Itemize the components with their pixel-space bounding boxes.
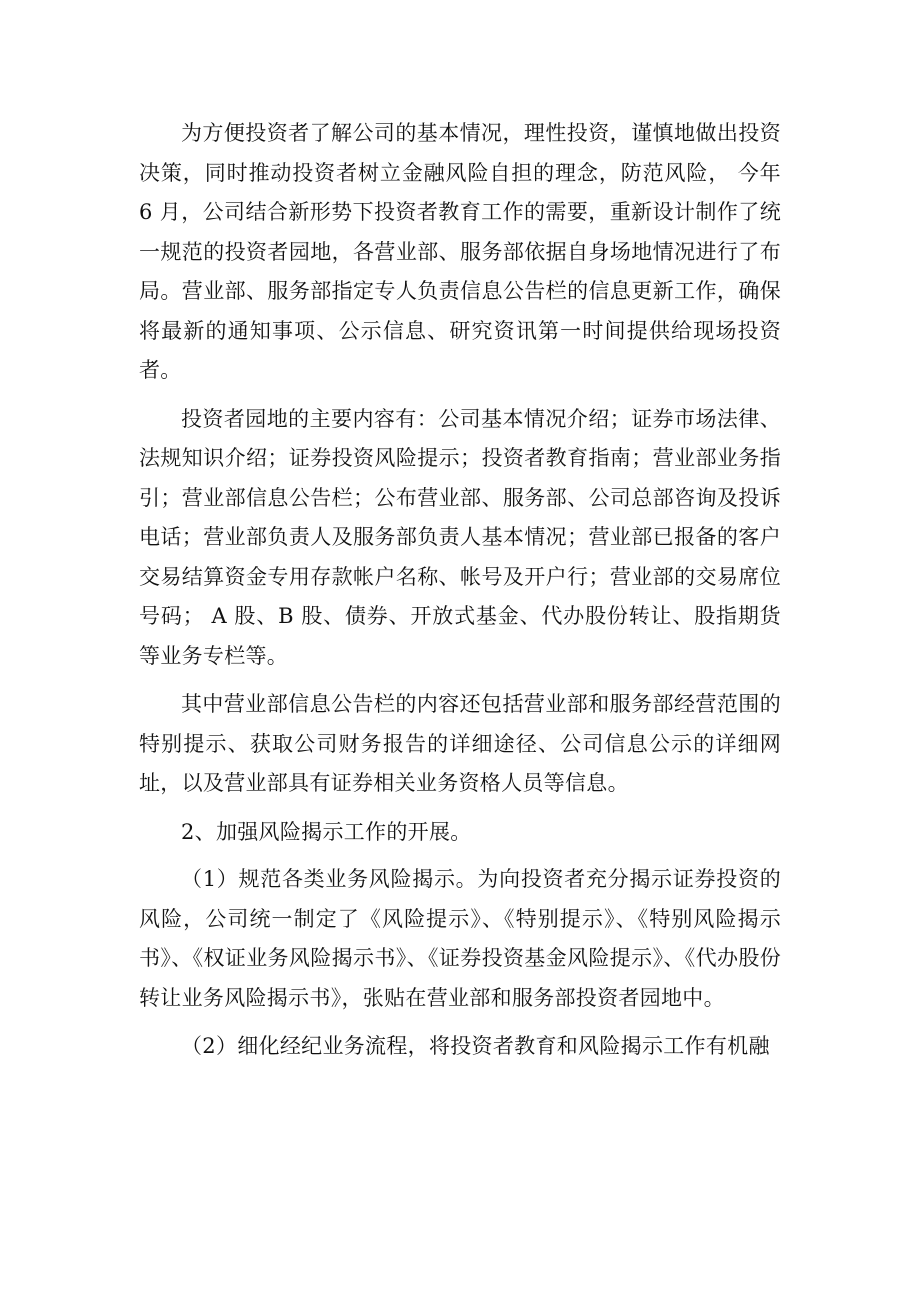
section-heading-risk-disclosure: 2、加强风险揭示工作的开展。 [181,819,472,844]
paragraph-risk-disclosure-standards: （1）规范各类业务风险揭示。为向投资者充分揭示证券投资的风险，公司统一制定了《风险提示》、《特别提示》、《特别风险揭示书》、《权证业务风险揭示书》、《证券投资基金风险提示》、《代办股份转让业务风险揭示书》，张贴在营业部和服务部投资者园地中。 [139,867,781,1010]
document-body [139,114,781,1076]
paragraph-investor-area-contents: 投资者园地的主要内容有：公司基本情况介绍；证券市场法律、法规知识介绍；证券投资风险提示；投资者教育指南；营业部业务指引；营业部信息公告栏；公布营业部、服务部、公司总部咨询及投诉电话；营业部负责人及服务部负责人基本情况；营业部已报备的客户交易结算资金专用存款帐户名称、帐号及开户行；营业部的交易席位号码； A 股、B 股、债券、开放式基金、代办股份转让、股指期货等业务专栏等。 [139,406,781,668]
paragraph-investor-area-intro: 为方便投资者了解公司的基本情况，理性投资，谨慎地做出投资决策，同时推动投资者树立金融风险自担的理念，防范风险， 今年 6 月，公司结合新形势下投资者教育工作的需要，重新设计制作了统一规范的投资者园地，各营业部、服务部依据自身场地情况进行了布局。营业部、服务部指定专人负责信息公告栏的信息更新工作，确保将最新的通知事项、公示信息、研究资讯第一时间提供给现场投资者。 [139,121,781,382]
paragraph-bulletin-board: 其中营业部信息公告栏的内容还包括营业部和服务部经营范围的特别提示、获取公司财务报告的详细途径、公司信息公示的详细网址，以及营业部具有证券相关业务资格人员等信息。 [139,692,781,795]
paragraph-brokerage-process: （2）细化经纪业务流程，将投资者教育和风险揭示工作有机融 [181,1034,770,1058]
